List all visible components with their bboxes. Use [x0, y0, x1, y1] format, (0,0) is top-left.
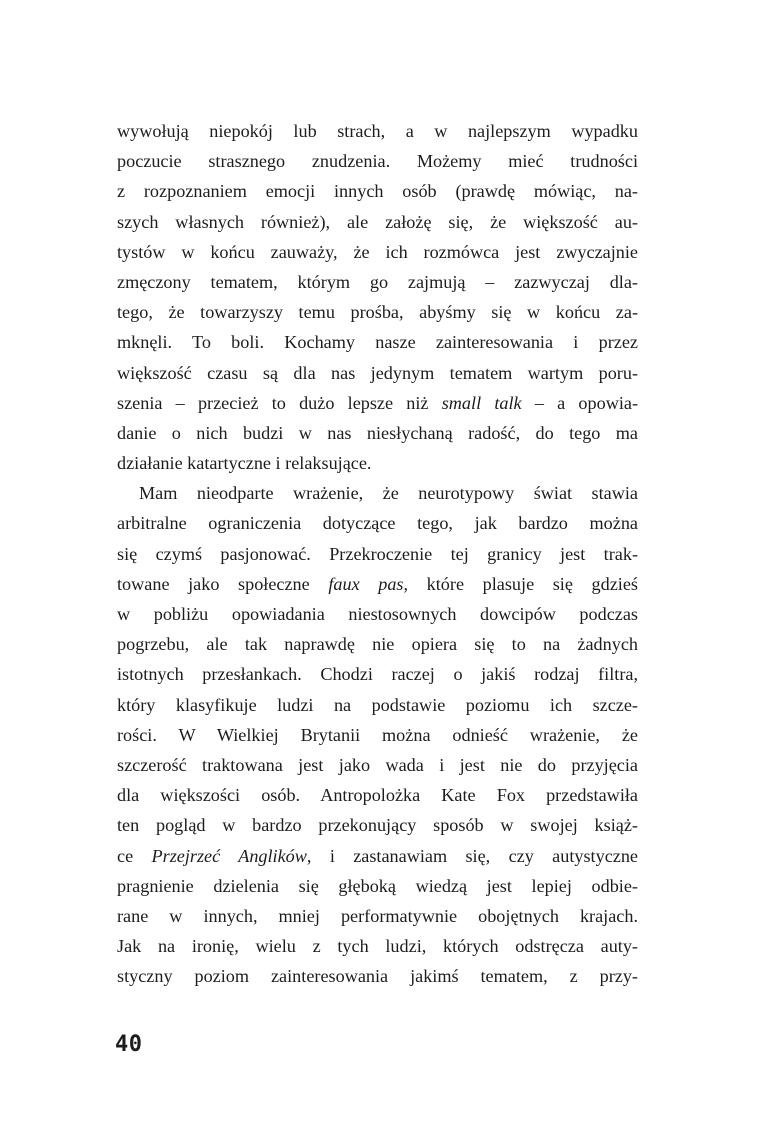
text-line [117, 267, 638, 297]
text-line [117, 358, 638, 388]
text-segment: arbitralne ograniczenia dotyczące tego, jak bardzo można [117, 513, 638, 534]
text-line [117, 478, 638, 508]
text-line [117, 750, 638, 780]
text-line [117, 539, 638, 569]
text-segment: rości. W Wielkiej Brytanii można odnieść wrażenie, że [117, 724, 638, 745]
text-line [117, 176, 638, 206]
text-line [117, 659, 638, 689]
text-segment: tystów w końcu zauważy, że ich rozmówca jest zwyczajnie [117, 241, 638, 262]
text-line [117, 690, 638, 720]
text-line [117, 297, 638, 327]
text-line [117, 418, 638, 448]
text-line [117, 116, 638, 146]
text-line [117, 871, 638, 901]
text-line [117, 901, 638, 931]
text-segment: wywołują niepokój lub strach, a w najlepszym wypadku [117, 121, 638, 141]
text-segment: pogrzebu, ale tak naprawdę nie opiera się to na żadnych [117, 634, 638, 655]
text-segment: Jak na ironię, wielu z tych ludzi, których odstręcza auty- [117, 936, 638, 957]
text-segment: działanie katartyczne i relaksujące. [117, 453, 372, 474]
text-segment: szczerość traktowana jest jako wada i jest nie do przyjęcia [117, 754, 638, 775]
text-segment: istotnych przesłankach. Chodzi raczej o jakiś rodzaj filtra, [117, 664, 638, 685]
text-segment: większość czasu są dla nas jedynym tematem wartym poru- [117, 362, 638, 383]
text-segment: – a opowia- [521, 392, 639, 413]
text-segment: rane w innych, mniej performatywnie obojętnych krajach. [117, 905, 638, 926]
text-segment: poczucie strasznego znudzenia. Możemy mieć trudności [117, 151, 638, 172]
text-segment: tego, że towarzyszy temu prośba, abyśmy się w końcu za- [117, 302, 638, 323]
text-line [117, 961, 638, 991]
text-segment: pragnienie dzielenia się głęboką wiedzą jest lepiej odbie- [117, 875, 638, 896]
text-segment: się czymś pasjonować. Przekroczenie tej granicy jest trak- [117, 543, 638, 564]
text-segment: zmęczony tematem, którym go zajmują – zazwyczaj dla- [117, 271, 638, 292]
text-segment: ten pogląd w bardzo przekonujący sposób w swojej książ- [117, 815, 638, 836]
text-segment: z rozpoznaniem emocji innych osób (prawdę mówiąc, na- [117, 181, 638, 202]
text-segment: szych własnych również), ale założę się, że większość au- [117, 211, 638, 232]
text-segment: towane jako społeczne [117, 573, 329, 594]
text-segment: w pobliżu opowiadania niestosownych dowcipów podczas [117, 604, 638, 624]
text-segment: , i zastanawiam się, czy autystyczne [306, 845, 638, 866]
body-text [117, 116, 638, 991]
text-segment: szenia – przecież to dużo lepsze niż [117, 392, 442, 413]
text-line [117, 207, 638, 237]
text-line [117, 237, 638, 267]
text-line [117, 599, 638, 629]
text-segment: który klasyfikuje ludzi na podstawie poziomu ich szcze- [117, 694, 638, 715]
text-line [117, 388, 638, 418]
text-segment: mknęli. To boli. Kochamy nasze zainteresowania i przez [117, 332, 638, 353]
text-line [117, 841, 638, 871]
italic-phrase: Przejrzeć Anglików [151, 845, 307, 866]
page-number: 40 [115, 1032, 143, 1057]
text-line [117, 720, 638, 750]
text-line [117, 629, 638, 659]
text-line [117, 146, 638, 176]
italic-phrase: faux pas [328, 573, 404, 594]
text-segment: danie o nich budzi w nas niesłychaną radość, do tego ma [117, 422, 638, 443]
text-segment: Mam nieodparte wrażenie, że neurotypowy świat stawia [139, 483, 638, 504]
text-line [117, 327, 638, 357]
text-segment: ce [117, 845, 152, 866]
text-segment: styczny poziom zainteresowania jakimś tematem, z przy- [117, 966, 638, 987]
text-line [117, 448, 638, 478]
text-line [117, 810, 638, 840]
text-segment: dla większości osób. Antropolożka Kate Fox przedstawiła [117, 785, 638, 806]
text-line [117, 508, 638, 538]
italic-phrase: small talk [441, 392, 522, 413]
text-line [117, 931, 638, 961]
text-line [117, 780, 638, 810]
text-line [117, 569, 638, 599]
text-segment: , które plasuje się gdzieś [403, 573, 638, 594]
